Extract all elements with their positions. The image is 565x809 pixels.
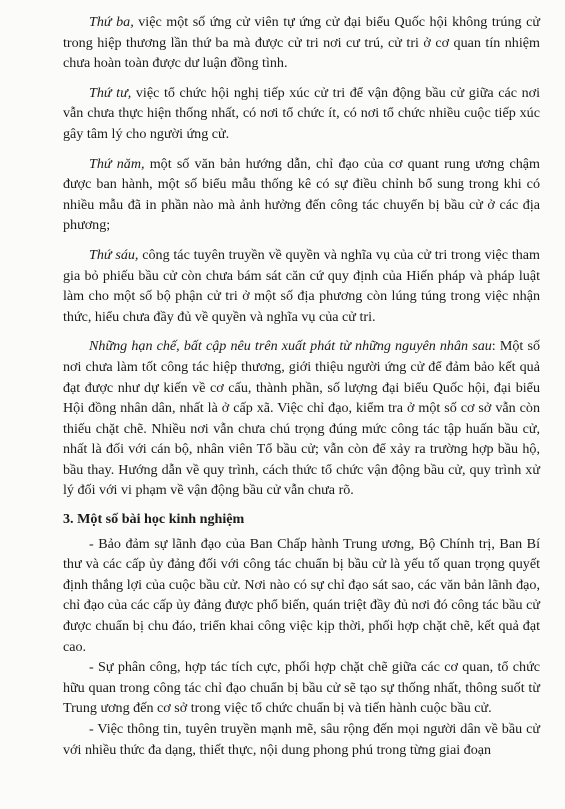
paragraph-text: công tác tuyên truyền về quyền và nghĩa vụ của cử tri trong việc tham gia bỏ phiếu bầu cử còn chưa bám sát căn cứ quy định của Hiến pháp và pháp luật làm cho một số bộ phận cử tri ở một số địa phương còn lúng túng trong việc nhận thức, hiểu chưa đầy đủ về quyền và nghĩa vụ của cử tri.: [63, 246, 540, 325]
lesson-item: - Bảo đảm sự lãnh đạo của Ban Chấp hành Trung ương, Bộ Chính trị, Ban Bí thư và các cấp ủy đảng đối với công tác chuẩn bị bầu cử là yếu tố quan trọng quyết định thắng lợi của cuộc bầu cử. Nơi nào có sự chỉ đạo sát sao, các văn bản lãnh đạo, chỉ đạo của các cấp ủy đảng được phổ biến, quán triệt đầy đủ nơi đó công tác bầu cử được chuẩn bị chu đáo, triển khai công việc kịp thời, phối hợp chặt chẽ, kết quả đạt cao.: [63, 535, 540, 655]
paragraph-lead: Thứ ba,: [89, 14, 134, 30]
paragraph-lead: Thứ sáu,: [89, 246, 139, 263]
paragraph-thu-nam: [63, 154, 540, 236]
section-heading: 3. Một số bài học kinh nghiệm: [63, 511, 245, 528]
paragraph-thu-tu: [63, 83, 540, 145]
paragraph-lead: Thứ năm,: [89, 155, 145, 172]
lesson-item: - Sự phân công, hợp tác tích cực, phối hợp chặt chẽ giữa các cơ quan, tổ chức hữu quan trong công tác chỉ đạo chuẩn bị bầu cử sẽ tạo sự thống nhất, thông suốt từ Trung ương đến cơ sở trong việc tổ chức chuẩn bị và tiến hành cuộc bầu cử.: [63, 659, 540, 717]
paragraph-lead: Những hạn chế, bất cập nêu trên xuất phát từ những nguyên nhân sau: [89, 338, 492, 355]
paragraph-nguyen-nhan: [63, 336, 540, 501]
paragraph-thu-sau: [63, 245, 540, 327]
paragraph-thu-ba: [63, 12, 540, 74]
paragraph-text: việc một số ứng cử viên tự ứng cử đại biểu Quốc hội không trúng cử trong hiệp thương lần thứ ba mà được cử tri nơi cư trú, cử tri ở cơ quan tín nhiệm chưa hoàn toàn được dư luận đồng tình.: [63, 14, 540, 72]
lesson-item: - Việc thông tin, tuyên truyền mạnh mẽ, sâu rộng đến mọi người dân về bầu cử với nhiều thức đa dạng, thiết thực, nội dung phong phú trong từng giai đoạn: [63, 721, 540, 758]
paragraph-text: một số văn bản hướng dẫn, chỉ đạo của cơ quant rung ương chậm được ban hành, một số biểu mẫu thống kê có sự điều chỉnh bổ sung trong khi có nhiều mẫu đã in phần nào mà ảnh hưởng đến công tác chuyển bị bầu cử ở các địa phương;: [63, 155, 540, 234]
paragraph-lead: Thứ tư,: [89, 84, 132, 101]
paragraph-text: : Một số nơi chưa làm tốt công tác hiệp thương, giới thiệu người ứng cử để đảm bảo kết quả đạt được như dự kiến về cơ cấu, thành phần, số lượng đại biểu Quốc hội, đại biểu Hội đồng nhân dân, nhất là ở cấp xã. Việc chỉ đạo, kiểm tra ở một số cơ sở vẫn còn thiếu chặt chẽ. Nhiều nơi vẫn chưa chú trọng đúng mức công tác tập huấn bầu cử, nhất là đối với cán bộ, nhân viên Tổ bầu cử; vẫn còn để xảy ra trường hợp bầu hộ, bầu thay. Hướng dẫn về quy trình, cách thức tổ chức vận động bầu cử, quy trình xử lý đối với vi phạm về vận động bầu cử vẫn chưa rõ.: [63, 338, 540, 499]
paragraph-text: việc tổ chức hội nghị tiếp xúc cử tri để vận động bầu cử giữa các nơi vẫn chưa thực hiện thống nhất, có nơi tổ chức ít, có nơi tổ chức nhiều cuộc tiếp xúc gây tâm lý cho người ứng cử.: [63, 84, 540, 142]
